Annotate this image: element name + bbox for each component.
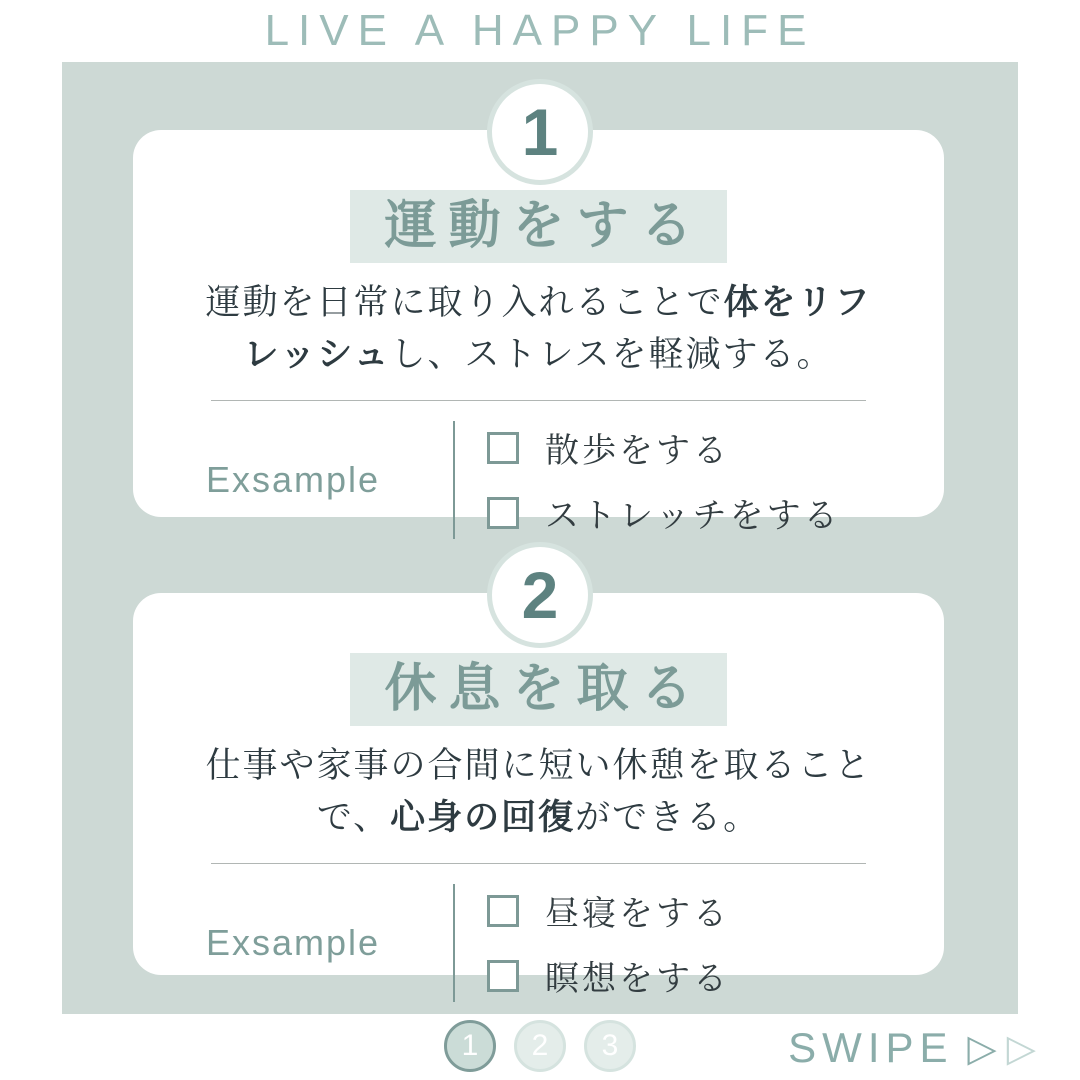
card-2-body-post: ができる。 [575, 797, 761, 837]
card-1-body-bold: 体をリフレッシュ [243, 283, 872, 374]
card-2-body-bold: 心身の回復 [390, 797, 576, 837]
card-exercise [133, 130, 944, 536]
page-title: LIVE A HAPPY LIFE [264, 6, 816, 55]
list-item [487, 951, 730, 1000]
checkbox-icon[interactable] [487, 960, 519, 992]
card-2-check-list [487, 882, 730, 1004]
pagination-dot-1[interactable]: 1 [444, 1020, 496, 1072]
card-2-title-wrap [133, 653, 944, 726]
card-1-example-row [133, 419, 944, 541]
card-rest [133, 593, 944, 999]
card-2-number-badge [487, 542, 593, 648]
pagination-dot-2[interactable]: 2 [514, 1020, 566, 1072]
swipe-hint[interactable] [788, 1022, 1036, 1074]
checkbox-icon[interactable] [487, 432, 519, 464]
card-1-number-badge [487, 79, 593, 185]
check-item-label: ストレッチをする [545, 497, 841, 536]
card-2-example-label: Exsample [205, 922, 381, 964]
card-1-body-post: し、ストレスを軽減する。 [390, 334, 834, 374]
swipe-arrow-icon: ▷ [1006, 1027, 1036, 1070]
card-2-number: 2 [521, 558, 559, 632]
card-1-example-label: Exsample [205, 459, 381, 501]
card-2-title: 休息を取る [350, 653, 726, 726]
card-1-title-wrap [133, 190, 944, 263]
card-1-number: 1 [521, 95, 559, 169]
check-item-label: 散歩をする [545, 432, 730, 471]
card-1-body-pre: 運動を日常に取り入れることで [205, 283, 724, 323]
card-1-title: 運動をする [350, 190, 726, 263]
swipe-label: SWIPE [788, 1024, 954, 1071]
card-1-check-list [487, 419, 841, 541]
check-item-label: 昼寝をする [545, 895, 730, 934]
card-2-body [189, 740, 888, 843]
card-2-body-pre: 仕事や家事の合間に短い休憩を取ることで、 [205, 746, 872, 837]
checkbox-icon[interactable] [487, 497, 519, 529]
list-item [487, 488, 841, 537]
card-1-divider [211, 400, 866, 401]
card-1-vertical-divider [453, 421, 455, 539]
card-2-divider [211, 863, 866, 864]
list-item [487, 423, 841, 472]
swipe-arrow-icon: ▷ [967, 1027, 997, 1070]
card-2-example-row [133, 882, 944, 1004]
check-item-label: 瞑想をする [545, 960, 730, 999]
pagination-dot-3[interactable]: 3 [584, 1020, 636, 1072]
list-item [487, 886, 730, 935]
checkbox-icon[interactable] [487, 895, 519, 927]
card-1-body [189, 277, 888, 380]
card-2-vertical-divider [453, 884, 455, 1002]
